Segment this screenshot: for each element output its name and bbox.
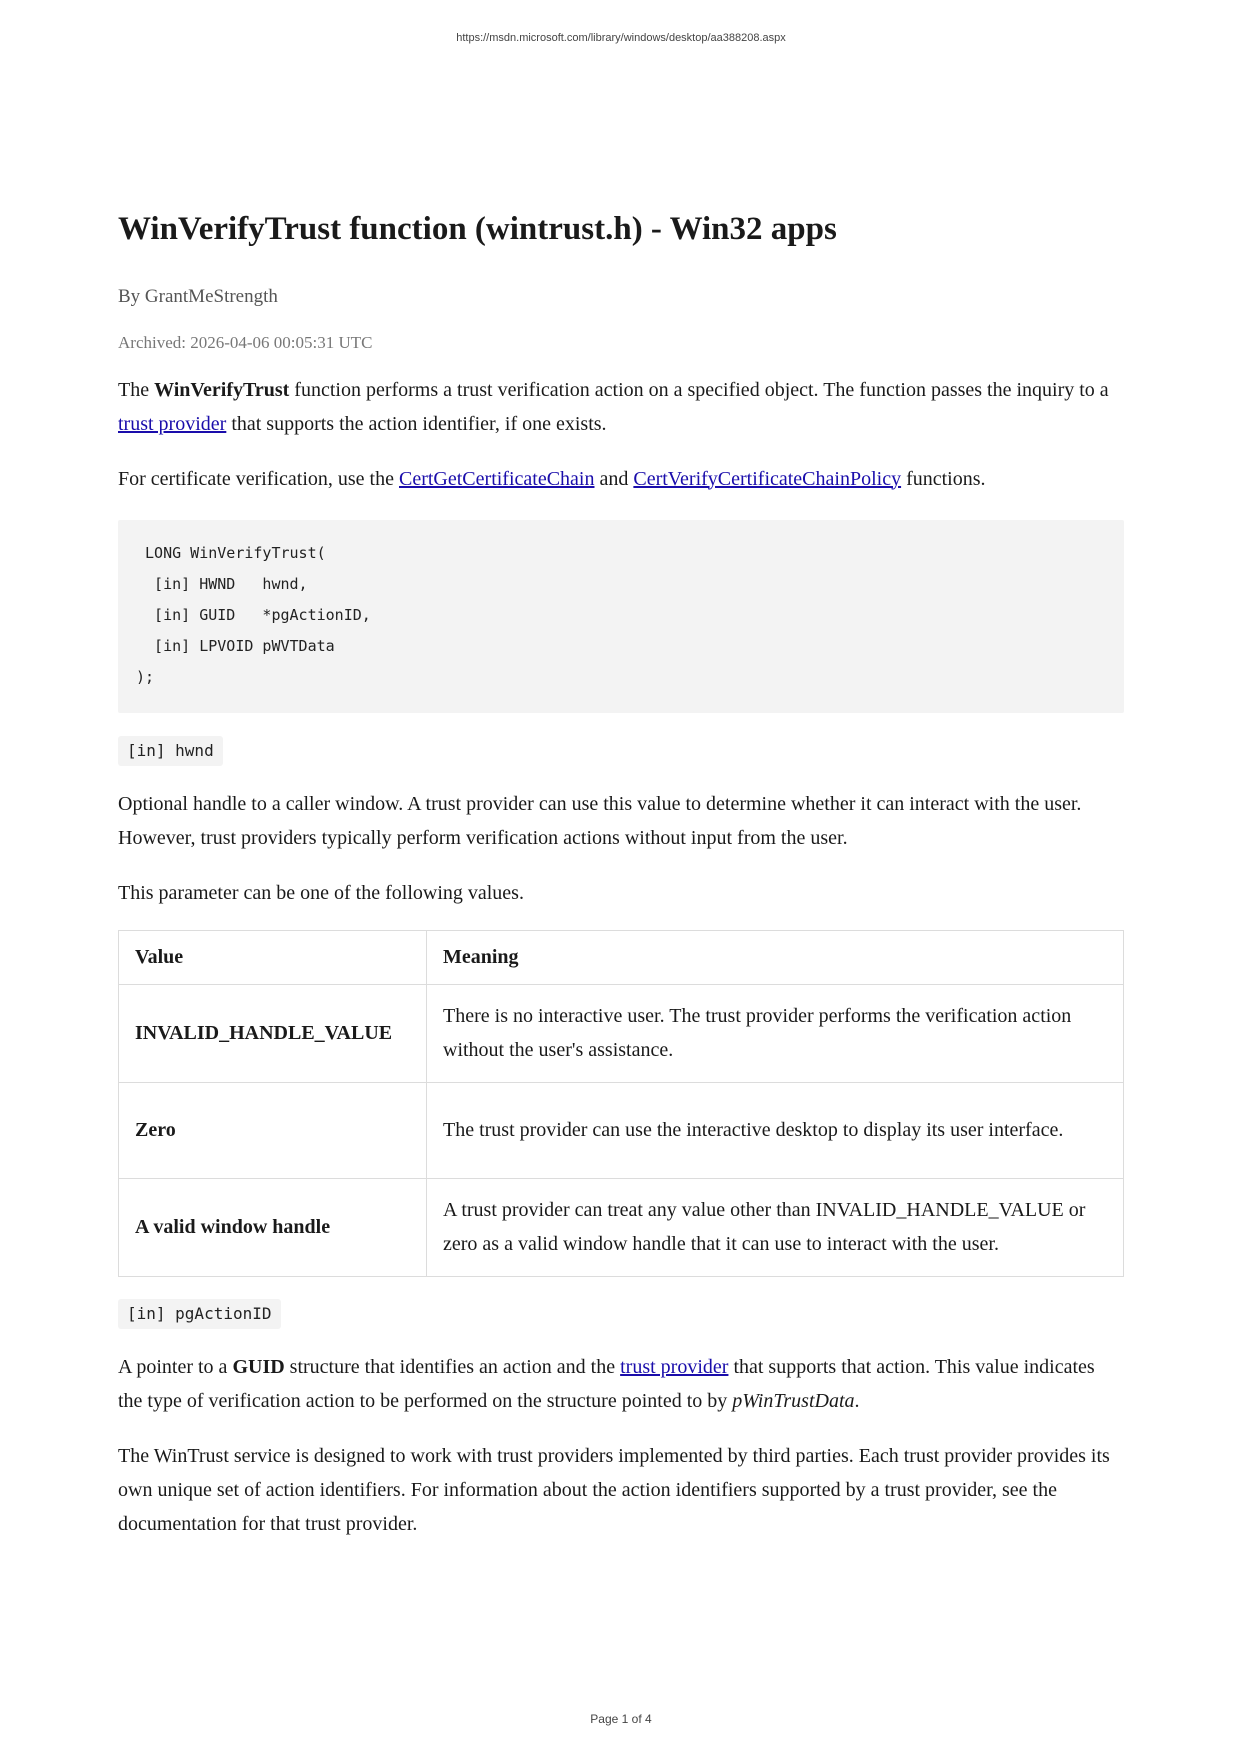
table-cell-value: Zero <box>119 1082 427 1178</box>
param-pgactionid-description <box>118 1350 1124 1418</box>
cert-text-3: functions. <box>901 467 986 490</box>
pg-text-1: A pointer to a <box>118 1355 233 1378</box>
page-number-footer: Page 1 of 4 <box>590 1712 652 1726</box>
pg-text-4: . <box>854 1389 860 1412</box>
table-row <box>119 1178 1124 1276</box>
intro-text-3: that supports the action identifier, if one exists. <box>226 412 607 435</box>
archived-date: Archived: 2026-04-06 00:05:31 UTC <box>118 332 373 352</box>
param-hwnd-label: [in] hwnd <box>118 736 223 766</box>
certverifycertificatechainpolicy-link[interactable]: CertVerifyCertificateChainPolicy <box>633 467 902 490</box>
page-title: WinVerifyTrust function (wintrust.h) - Win32 apps <box>118 211 837 247</box>
table-header-row <box>119 930 1124 984</box>
page-url-header: https://msdn.microsoft.com/library/windows/desktop/aa388208.aspx <box>456 32 786 44</box>
cert-paragraph <box>118 462 1124 496</box>
syntax-code-block: LONG WinVerifyTrust( [in] HWND hwnd, [in] GUID *pgActionID, [in] LPVOID pWVTData ); <box>118 520 1124 713</box>
intro-paragraph <box>118 373 1124 441</box>
trust-provider-link-2[interactable]: trust provider <box>620 1355 729 1378</box>
param-values-intro: This parameter can be one of the following values. <box>118 881 524 904</box>
cert-text-1: For certificate verification, use the <box>118 467 399 490</box>
function-name-bold: WinVerifyTrust <box>154 378 290 401</box>
table-cell-value: INVALID_HANDLE_VALUE <box>119 984 427 1082</box>
values-table <box>118 930 1124 1277</box>
wintrust-service-paragraph: The WinTrust service is designed to work with trust providers implemented by third parties. Each trust provider provides its own unique set of action identifiers. For information about the action identifiers supported by a trust provider, see the documentation for that trust provider. <box>118 1444 1110 1535</box>
table-header-meaning: Meaning <box>427 930 1124 984</box>
table-row <box>119 1082 1124 1178</box>
param-pgactionid-label: [in] pgActionID <box>118 1299 281 1329</box>
intro-text-1: The <box>118 378 155 401</box>
byline: By GrantMeStrength <box>118 285 278 307</box>
pg-text-2: structure that identifies an action and the <box>284 1355 621 1378</box>
certgetcertificatechain-link[interactable]: CertGetCertificateChain <box>399 467 595 490</box>
guid-bold: GUID <box>232 1355 285 1378</box>
table-header-value: Value <box>119 930 427 984</box>
article <box>118 210 1124 1541</box>
table-cell-meaning: There is no interactive user. The trust provider performs the verification action without the user's assistance. <box>427 984 1124 1082</box>
intro-text-2: function performs a trust verification action on a specified object. The function passes the inquiry to a <box>289 378 1109 401</box>
param-hwnd-description: Optional handle to a caller window. A trust provider can use this value to determine whether it can interact with the user. However, trust providers typically perform verification actions without input from the user. <box>118 792 1082 849</box>
pwintrustdata-italic: pWinTrustData <box>732 1389 855 1412</box>
cert-text-2: and <box>594 467 634 490</box>
table-cell-meaning: The trust provider can use the interactive desktop to display its user interface. <box>427 1082 1124 1178</box>
trust-provider-link[interactable]: trust provider <box>118 412 227 435</box>
table-cell-value: A valid window handle <box>119 1178 427 1276</box>
pg-text-3: that supports that action. This value indicates the type of verification action to be performed on the structure pointed to by <box>118 1355 1095 1412</box>
table-row <box>119 984 1124 1082</box>
table-cell-meaning: A trust provider can treat any value other than INVALID_HANDLE_VALUE or zero as a valid window handle that it can use to interact with the user. <box>427 1178 1124 1276</box>
